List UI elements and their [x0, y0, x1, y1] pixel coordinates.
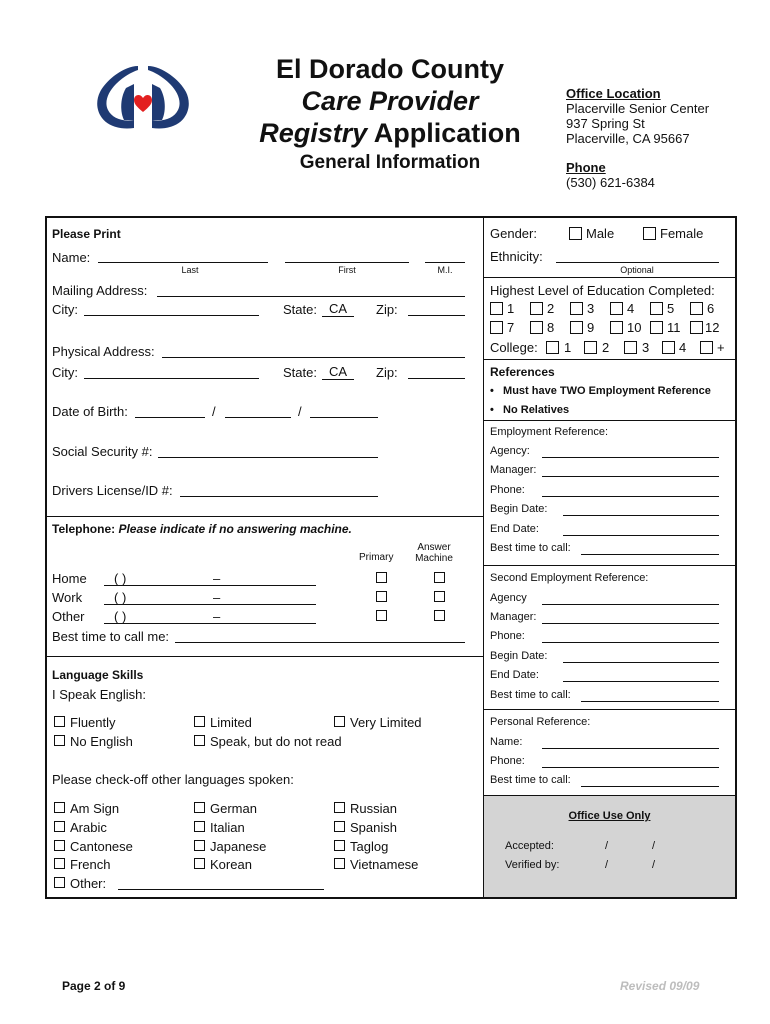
optional-caption: Optional	[620, 265, 654, 275]
home-label: Home	[52, 571, 87, 586]
college-option: 3	[642, 340, 650, 355]
dob-day-field[interactable]	[225, 417, 291, 418]
female-checkbox[interactable]	[643, 227, 656, 240]
ref1-phone-field[interactable]	[542, 496, 719, 497]
verified-label: Verified by:	[505, 859, 560, 871]
best-time-field[interactable]	[175, 642, 465, 643]
grade-label: 4	[627, 301, 635, 316]
grade-checkbox[interactable]	[570, 302, 583, 315]
lang-label: Vietnamese	[350, 857, 419, 872]
grade-label: 3	[587, 301, 595, 316]
education-label: Highest Level of Education Completed:	[490, 283, 715, 298]
divider-language	[46, 656, 483, 657]
home-primary-checkbox[interactable]	[376, 572, 387, 583]
no-english-label: No English	[70, 734, 133, 749]
first-caption: First	[338, 265, 356, 275]
office-location-label: Office Location	[566, 86, 661, 101]
phone-label: Phone	[566, 160, 606, 175]
ethnicity-label: Ethnicity:	[490, 249, 543, 264]
very-limited-checkbox[interactable]	[334, 716, 345, 727]
dob-slash-1: /	[212, 404, 216, 419]
lang-checkbox[interactable]	[54, 802, 65, 813]
mailing-zip-label: Zip:	[376, 302, 398, 317]
divider-personal-ref	[484, 709, 736, 710]
work-phone-field[interactable]	[104, 604, 316, 605]
other-languages-prompt: Please check-off other languages spoken:	[52, 772, 294, 787]
references-heading: References	[490, 365, 555, 379]
accepted-slash-1: /	[605, 840, 609, 852]
male-label: Male	[586, 226, 615, 241]
dob-label: Date of Birth:	[52, 404, 128, 419]
ref1-phone-label: Phone:	[490, 484, 525, 496]
ref1-best-field[interactable]	[581, 554, 719, 555]
female-label: Female	[660, 226, 704, 241]
subtitle: General Information	[299, 152, 481, 173]
grade-label: 1	[507, 301, 515, 316]
gender-label: Gender:	[490, 226, 537, 241]
last-name-field[interactable]	[98, 262, 268, 263]
work-machine-checkbox[interactable]	[434, 591, 445, 602]
other-language-label: Other:	[70, 876, 107, 891]
mi-field[interactable]	[425, 262, 465, 263]
lang-label: Am Sign	[70, 801, 120, 816]
physical-state-field[interactable]: CA	[322, 365, 354, 380]
grade-checkbox[interactable]	[690, 321, 703, 334]
ref2-best-field[interactable]	[581, 701, 719, 702]
limited-checkbox[interactable]	[194, 716, 205, 727]
personal-name-field[interactable]	[542, 748, 719, 749]
lang-checkbox[interactable]	[54, 858, 65, 869]
first-name-field[interactable]	[285, 262, 409, 263]
grade-checkbox[interactable]	[650, 302, 663, 315]
ref2-manager-field[interactable]	[542, 623, 719, 624]
grade-checkbox[interactable]	[490, 321, 503, 334]
physical-address-field[interactable]	[162, 357, 465, 358]
other-language-checkbox[interactable]	[54, 877, 65, 888]
other-primary-checkbox[interactable]	[376, 610, 387, 621]
dob-slash-2: /	[298, 404, 302, 419]
college-label: College:	[490, 340, 538, 355]
ref1-begin-label: Begin Date:	[490, 503, 548, 515]
license-field[interactable]	[180, 496, 378, 497]
speak-not-read-label: Speak, but do not read	[210, 734, 342, 749]
lang-label: Korean	[210, 857, 252, 872]
ethnicity-field[interactable]	[556, 262, 719, 263]
last-caption: Last	[181, 265, 199, 275]
ref1-best-label: Best time to call:	[490, 542, 571, 554]
personal-best-label: Best time to call:	[490, 774, 571, 786]
verified-slash-1: /	[605, 859, 609, 871]
mailing-state-field[interactable]: CA	[322, 302, 354, 317]
ref1-manager-field[interactable]	[542, 476, 719, 477]
grade-checkbox[interactable]	[650, 321, 663, 334]
grade-label: 10	[627, 320, 642, 335]
physical-city-field[interactable]	[84, 378, 259, 379]
grade-label: 7	[507, 320, 515, 335]
lang-checkbox[interactable]	[54, 821, 65, 832]
home-phone-field[interactable]	[104, 585, 316, 586]
revised-date: Revised 09/09	[620, 979, 700, 993]
ref1-manager-label: Manager:	[490, 464, 537, 476]
work-paren: ( )	[114, 590, 127, 605]
college-checkbox[interactable]	[624, 341, 637, 354]
other-paren: ( )	[114, 609, 127, 624]
grade-label: 11	[667, 320, 681, 335]
mailing-city-label: City:	[52, 302, 78, 317]
answer-caption: Answer	[417, 542, 451, 553]
ref1-agency-label: Agency:	[490, 445, 530, 457]
lang-checkbox[interactable]	[334, 840, 345, 851]
fluently-checkbox[interactable]	[54, 716, 65, 727]
personal-ref-heading: Personal Reference:	[490, 716, 591, 728]
lang-checkbox[interactable]	[194, 858, 205, 869]
ref2-phone-field[interactable]	[542, 642, 719, 643]
grade-label: 5	[667, 301, 675, 316]
name-label: Name:	[52, 250, 91, 265]
reference-rule-2: • No Relatives	[490, 404, 570, 416]
ref1-end-label: End Date:	[490, 523, 539, 535]
office-use-heading: Office Use Only	[568, 810, 651, 822]
ref2-best-label: Best time to call:	[490, 689, 571, 701]
lang-label: Cantonese	[70, 839, 133, 854]
college-checkbox[interactable]	[546, 341, 559, 354]
ref2-end-field[interactable]	[563, 681, 719, 682]
male-checkbox[interactable]	[569, 227, 582, 240]
lang-label: Taglog	[350, 839, 389, 854]
machine-caption: Machine	[415, 553, 453, 564]
lang-label: Russian	[350, 801, 397, 816]
office-line2: 937 Spring St	[566, 116, 645, 131]
verified-slash-2: /	[652, 859, 656, 871]
college-checkbox[interactable]	[584, 341, 597, 354]
accepted-label: Accepted:	[505, 840, 554, 852]
grade-checkbox[interactable]	[490, 302, 503, 315]
other-phone-label: Other	[52, 609, 85, 624]
limited-label: Limited	[210, 715, 252, 730]
divider-telephone	[46, 516, 483, 517]
title-registry-application: Registry Application	[259, 118, 521, 148]
lang-checkbox[interactable]	[334, 802, 345, 813]
lang-checkbox[interactable]	[194, 802, 205, 813]
ref2-begin-label: Begin Date:	[490, 650, 548, 662]
very-limited-label: Very Limited	[350, 715, 422, 730]
best-time-label: Best time to call me:	[52, 629, 170, 644]
lang-label: French	[70, 857, 111, 872]
title-county: El Dorado County	[276, 54, 504, 84]
ssn-label: Social Security #:	[52, 444, 153, 459]
second-ref-heading: Second Employment Reference:	[490, 572, 649, 584]
physical-state-label: State:	[283, 365, 317, 380]
phone-value: (530) 621-6384	[566, 175, 655, 190]
lang-label: Italian	[210, 820, 245, 835]
work-dash: –	[213, 590, 221, 605]
college-option: +	[717, 340, 725, 355]
emp-ref-heading: Employment Reference:	[490, 426, 608, 438]
lang-checkbox[interactable]	[194, 821, 205, 832]
home-machine-checkbox[interactable]	[434, 572, 445, 583]
college-checkbox[interactable]	[700, 341, 713, 354]
lang-label: German	[210, 801, 257, 816]
divider-references	[484, 359, 736, 360]
college-option: 2	[602, 340, 610, 355]
ref2-phone-label: Phone:	[490, 630, 525, 642]
language-heading: Language Skills	[52, 668, 144, 682]
ref2-agency-label: Agency	[490, 592, 527, 604]
other-dash: –	[213, 609, 221, 624]
grade-checkbox[interactable]	[690, 302, 703, 315]
ref2-agency-field[interactable]	[542, 604, 719, 605]
ssn-field[interactable]	[158, 457, 378, 458]
mailing-address-field[interactable]	[157, 296, 465, 297]
dob-month-field[interactable]	[135, 417, 205, 418]
lang-label: Japanese	[210, 839, 267, 854]
lang-label: Arabic	[70, 820, 107, 835]
office-line1: Placerville Senior Center	[566, 101, 710, 116]
license-label: Drivers License/ID #:	[52, 483, 173, 498]
grade-label: 12	[705, 320, 720, 335]
home-dash: –	[213, 571, 221, 586]
grade-label: 6	[707, 301, 715, 316]
physical-zip-label: Zip:	[376, 365, 398, 380]
lang-checkbox[interactable]	[194, 840, 205, 851]
work-primary-checkbox[interactable]	[376, 591, 387, 602]
college-option: 1	[564, 340, 572, 355]
ref1-end-field[interactable]	[563, 535, 719, 536]
grade-checkbox[interactable]	[610, 321, 623, 334]
personal-phone-label: Phone:	[490, 755, 525, 767]
speak-english-label: I Speak English:	[52, 687, 146, 702]
ref1-begin-field[interactable]	[563, 515, 719, 516]
speak-not-read-checkbox[interactable]	[194, 735, 205, 746]
other-language-field[interactable]	[118, 889, 324, 890]
lang-checkbox[interactable]	[54, 840, 65, 851]
grade-checkbox[interactable]	[570, 321, 583, 334]
telephone-heading: Telephone: Please indicate if no answering machine.	[52, 522, 352, 536]
lang-checkbox[interactable]	[334, 821, 345, 832]
other-phone-field[interactable]	[104, 623, 316, 624]
mailing-zip-field[interactable]	[408, 315, 465, 316]
grade-label: 8	[547, 320, 555, 335]
reference-rule-1: • Must have TWO Employment Reference	[490, 385, 711, 397]
personal-name-label: Name:	[490, 736, 523, 748]
lang-checkbox[interactable]	[334, 858, 345, 869]
mailing-state-label: State:	[283, 302, 317, 317]
grade-checkbox[interactable]	[530, 321, 543, 334]
dob-year-field[interactable]	[310, 417, 378, 418]
college-checkbox[interactable]	[662, 341, 675, 354]
page-number: Page 2 of 9	[62, 979, 126, 993]
grade-label: 2	[547, 301, 555, 316]
other-machine-checkbox[interactable]	[434, 610, 445, 621]
work-label: Work	[52, 590, 83, 605]
physical-address-label: Physical Address:	[52, 344, 155, 359]
grade-checkbox[interactable]	[610, 302, 623, 315]
ref2-end-label: End Date:	[490, 669, 539, 681]
college-option: 4	[679, 340, 687, 355]
fluently-label: Fluently	[70, 715, 116, 730]
divider-emp-ref	[484, 420, 736, 421]
mi-caption: M.I.	[437, 265, 453, 275]
physical-zip-field[interactable]	[408, 378, 465, 379]
personal-best-field[interactable]	[581, 786, 719, 787]
mailing-address-label: Mailing Address:	[52, 283, 148, 298]
grade-checkbox[interactable]	[530, 302, 543, 315]
home-paren: ( )	[114, 571, 127, 586]
divider-second-ref	[484, 565, 736, 566]
office-line3: Placerville, CA 95667	[566, 131, 690, 146]
no-english-checkbox[interactable]	[54, 735, 65, 746]
ref2-begin-field[interactable]	[563, 662, 719, 663]
grade-label: 9	[587, 320, 595, 335]
primary-caption: Primary	[359, 552, 394, 563]
ref1-agency-field[interactable]	[542, 457, 719, 458]
personal-phone-field[interactable]	[542, 767, 719, 768]
lang-label: Spanish	[350, 820, 397, 835]
physical-city-label: City:	[52, 365, 78, 380]
please-print: Please Print	[52, 227, 121, 241]
mailing-city-field[interactable]	[84, 315, 259, 316]
county-logo	[94, 62, 192, 132]
divider-education	[484, 277, 736, 278]
accepted-slash-2: /	[652, 840, 656, 852]
title-care-provider: Care Provider	[301, 86, 479, 116]
ref2-manager-label: Manager:	[490, 611, 537, 623]
